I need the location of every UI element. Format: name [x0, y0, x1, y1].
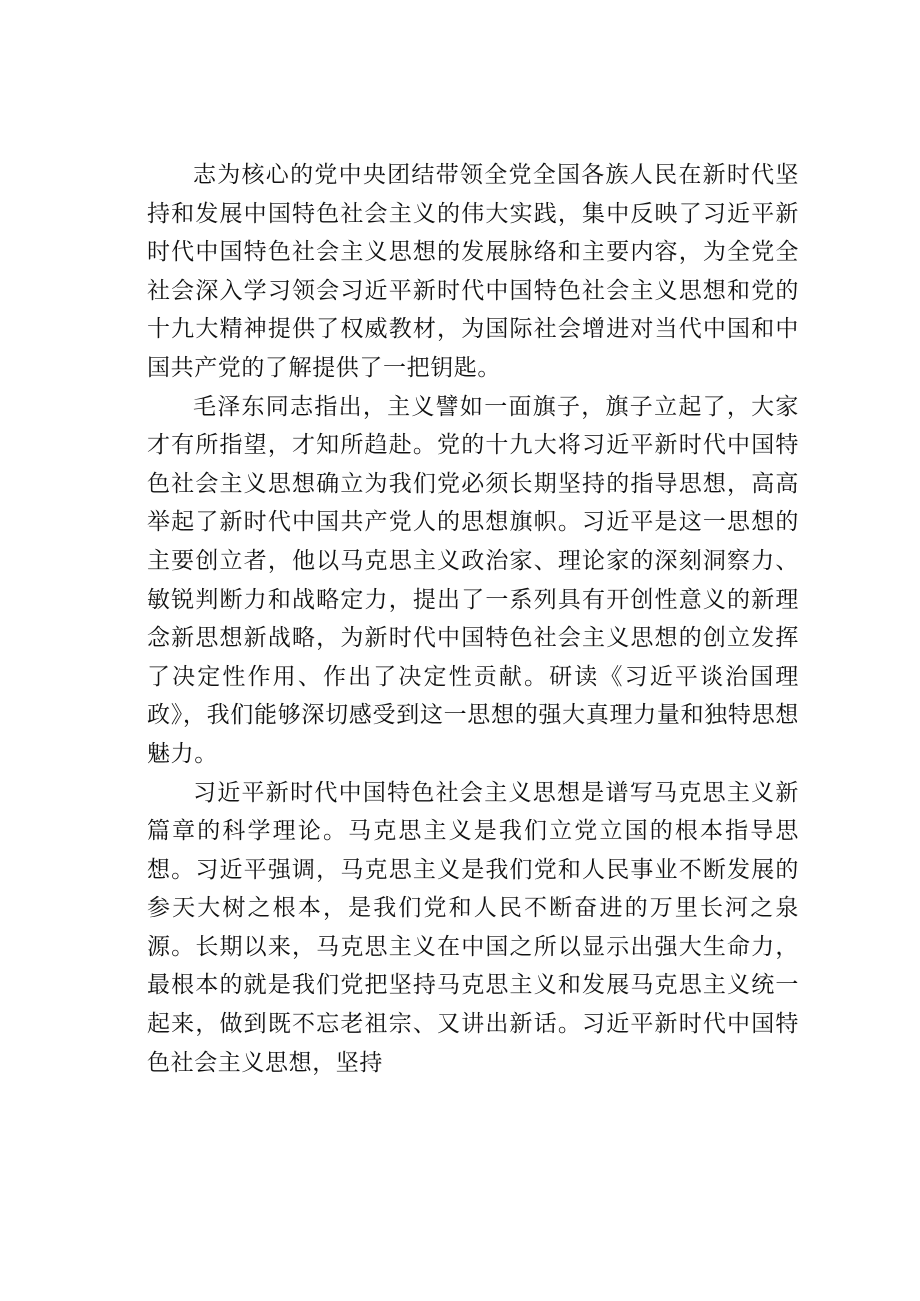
- paragraph-2: 毛泽东同志指出，主义譬如一面旗子，旗子立起了，大家才有所指望，才知所趋赴。党的十九大将习近平新时代中国特色社会主义思想确立为我们党必须长期坚持的指导思想，高高举起了新时代中国共产党人的思想旗帜。习近平是这一思想的主要创立者，他以马克思主义政治家、理论家的深刻洞察力、敏锐判断力和战略定力，提出了一系列具有开创性意义的新理念新思想新战略，为新时代中国特色社会主义思想的创立发挥了决定性作用、作出了决定性贡献。研读《习近平谈治国理政》，我们能够深切感受到这一思想的强大真理力量和独特思想魅力。: [147, 393, 799, 767]
- paragraph-1: 志为核心的党中央团结带领全党全国各族人民在新时代坚持和发展中国特色社会主义的伟大实践，集中反映了习近平新时代中国特色社会主义思想的发展脉络和主要内容，为全党全社会深入学习领会习近平新时代中国特色社会主义思想和党的十九大精神提供了权威教材，为国际社会增进对当代中国和中国共产党的了解提供了一把钥匙。: [147, 162, 799, 381]
- paragraph-3: 习近平新时代中国特色社会主义思想是谱写马克思主义新篇章的科学理论。马克思主义是我们立党立国的根本指导思想。习近平强调，马克思主义是我们党和人民事业不断发展的参天大树之根本，是我们党和人民不断奋进的万里长河之泉源。长期以来，马克思主义在中国之所以显示出强大生命力，最根本的就是我们党把坚持马克思主义和发展马克思主义统一起来，做到既不忘老祖宗、又讲出新话。习近平新时代中国特色社会主义思想，坚持: [147, 779, 799, 1076]
- body-text: [147, 156, 799, 1082]
